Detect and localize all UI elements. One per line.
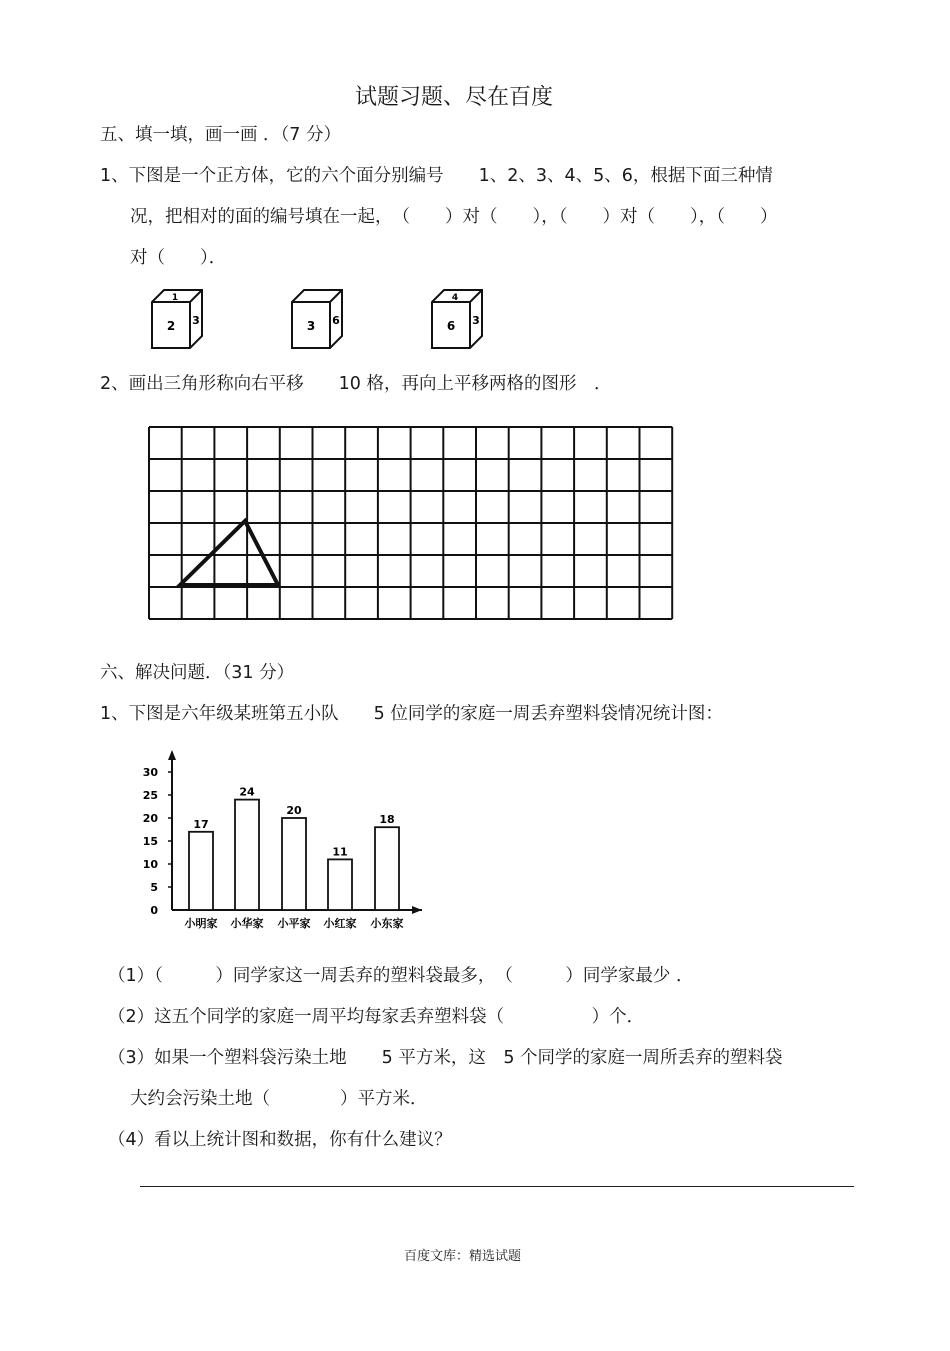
subq-3-cont: 大约会污染土地（ ）平方米． <box>130 1089 428 1109</box>
cube-1-side: 3 <box>192 314 200 327</box>
subq-1: （1）（ ）同学家这一周丢弃的塑料袋最多， （ ）同学家最少 ． <box>108 966 694 986</box>
cube-3 <box>432 290 482 348</box>
chart-data-label: 24 <box>239 785 255 799</box>
answer-line <box>140 1186 854 1187</box>
chart-data-label: 11 <box>332 845 348 859</box>
q1-line1: 1、下图是一个正方体，它的六个面分别编号 1、2、3、4、5、6，根据下面三种情 <box>100 166 773 186</box>
chart-y-tick-label: 15 <box>142 835 158 848</box>
chart-y-tick-label: 10 <box>142 858 158 871</box>
q2-text: 2、画出三角形称向右平移 10 格，再向上平移两格的图形 ． <box>100 374 612 394</box>
grid-lines <box>149 427 672 619</box>
chart-y-tick-label: 25 <box>142 789 158 802</box>
cube-1 <box>152 290 202 348</box>
q1-intro: 1、下图是六年级某班第五小队 5 位同学的家庭一周丢弃塑料袋情况统计图： <box>100 704 723 724</box>
cube-3-front: 6 <box>446 319 456 333</box>
q1-line2: 况，把相对的面的编号填在一起， （ ）对（ ），（ ）对（ ），（ ） <box>130 207 778 227</box>
chart-bar <box>282 818 306 910</box>
cube-2-front: 3 <box>306 319 316 333</box>
chart-bars <box>189 786 399 910</box>
chart-category-label: 小红家 <box>323 917 357 930</box>
cube-3-side: 3 <box>472 314 480 327</box>
cube-1-top: 1 <box>171 293 179 303</box>
translation-grid <box>147 425 677 620</box>
subq-3: （3）如果一个塑料袋污染土地 5 平方米，这 5 个同学的家庭一周所丢弃的塑料袋 <box>108 1048 783 1068</box>
triangle <box>180 521 278 585</box>
footer-text: 百度文库：精选试题 <box>404 1249 522 1264</box>
cube-3-top: 4 <box>451 293 459 303</box>
chart-bar <box>375 827 399 910</box>
section6-heading: 六、解决问题．（31 分） <box>100 663 295 683</box>
q1-line3: 对（ ）． <box>130 248 227 268</box>
page-title: 试题习题、尽在百度 <box>355 85 554 110</box>
chart-category-label: 小华家 <box>230 917 264 930</box>
chart-data-label: 20 <box>286 804 302 817</box>
chart-category-label: 小平家 <box>277 917 311 930</box>
cube-2 <box>292 290 342 348</box>
chart-y-tick-label: 0 <box>150 904 158 917</box>
chart-y-tick-label: 20 <box>142 812 158 825</box>
chart-bar <box>189 832 213 910</box>
chart-x-labels <box>185 916 404 930</box>
cube-figures <box>140 286 520 348</box>
chart-data-label: 18 <box>379 813 395 827</box>
chart-x-arrow <box>412 906 422 914</box>
chart-y-tick-label: 30 <box>142 766 158 779</box>
bar-chart <box>130 748 460 938</box>
section5-heading: 五、填一填，画一画 ．（7 分） <box>100 125 342 145</box>
subq-4: （4）看以上统计图和数据，你有什么建议？ <box>108 1130 452 1150</box>
chart-bar <box>235 800 259 910</box>
chart-y-ticks <box>143 766 172 917</box>
cube-1-front: 2 <box>166 319 176 333</box>
cube-2-side: 6 <box>332 314 340 327</box>
chart-y-tick-label: 5 <box>150 881 158 894</box>
chart-category-label: 小东家 <box>370 917 404 930</box>
subq-2: （2）这五个同学的家庭一周平均每家丢弃塑料袋（ ）个． <box>108 1007 645 1027</box>
chart-y-arrow <box>168 750 176 760</box>
chart-data-label: 17 <box>193 817 209 831</box>
chart-category-label: 小明家 <box>184 917 218 930</box>
chart-bar <box>328 859 352 910</box>
